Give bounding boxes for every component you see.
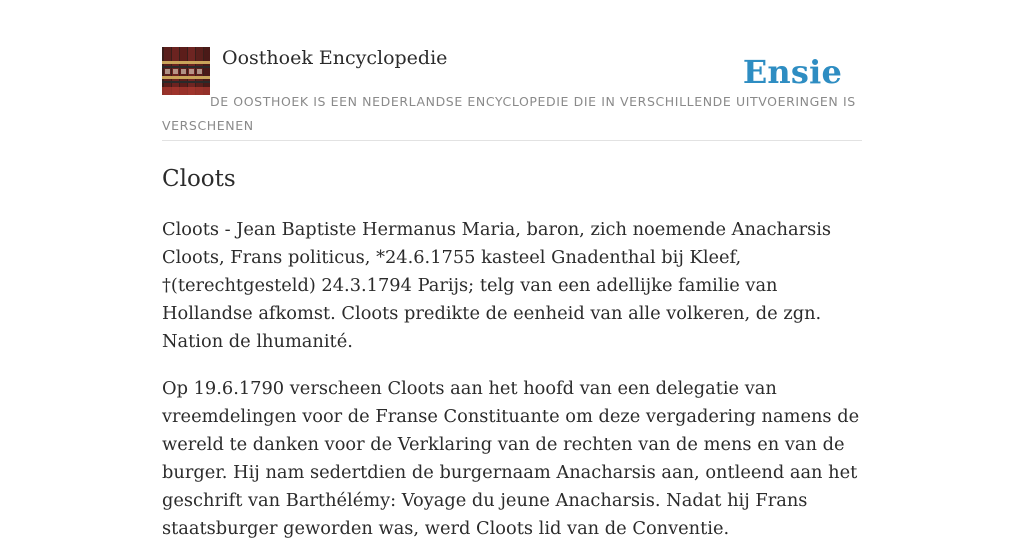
site-header xyxy=(162,46,862,141)
site-name-link[interactable]: Oosthoek Encyclopedie xyxy=(222,47,448,69)
encyclopedia-books-icon xyxy=(162,47,210,95)
site-logo[interactable] xyxy=(162,47,210,95)
site-tagline: DE OOSTHOEK IS EEN NEDERLANDSE ENCYCLOPEDIE DIE IN VERSCHILLENDE UITVOERINGEN IS VERSCHENEN xyxy=(162,94,856,133)
article-paragraph: Op 19.6.1790 verscheen Cloots aan het hoofd van een delegatie van vreemdelingen voor de Franse Constituante om deze vergadering namens de wereld te danken voor de Verklaring van de rechten van de mens en van de burger. Hij nam sedertdien de burgernaam Anacharsis aan, ontleend aan het geschrift van Barthélémy: Voyage du jeune Anacharsis. Nadat hij Frans staatsburger geworden was, werd Cloots lid van de Conventie. xyxy=(162,378,860,539)
article-paragraph: Cloots - Jean Baptiste Hermanus Maria, baron, zich noemende Anacharsis Cloots, Frans politicus, *24.6.1755 kasteel Gnadenthal bij Kleef, †(terechtgesteld) 24.3.1794 Parijs; telg van een adellijke familie van Hollandse afkomst. Cloots predikte de eenheid van alle volkeren, de zgn. Nation de lhumanité. xyxy=(162,219,832,352)
page-title: Cloots xyxy=(162,166,236,192)
article xyxy=(162,160,862,543)
ensie-brand-link[interactable]: Ensie xyxy=(742,53,842,91)
